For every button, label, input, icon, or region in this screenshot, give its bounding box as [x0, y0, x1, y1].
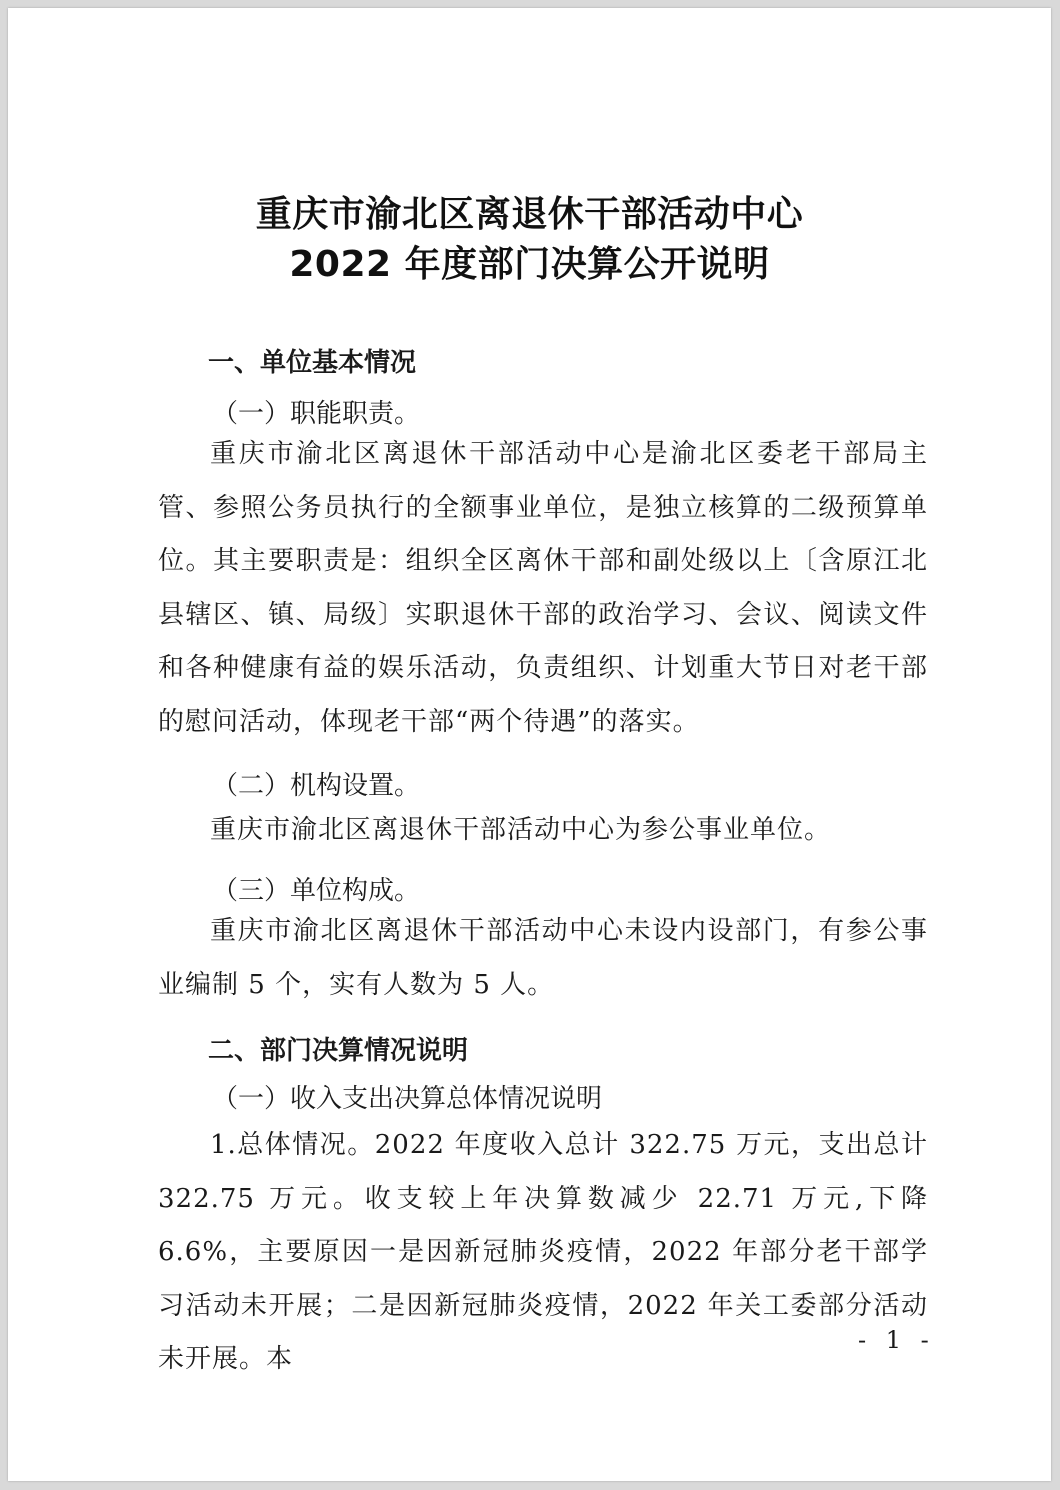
section1-sub2-heading: （二）机构设置。 [212, 771, 421, 801]
section1-sub1-heading: （一）职能职责。 [212, 399, 421, 429]
section2-sub1-text: 1.总体情况。2022 年度收入总计 322.75 万元，支出总计 322.75 万元。收支较上年决算数减少 22.71 万元,下降 6.6%，主要原因一是因新冠肺炎疫情，2022 年部分老干部学习活动未开展；二是因新冠肺炎疫情，2022 年关工委部分活动未开展。本 [158, 1130, 928, 1374]
document-title-line1: 重庆市渝北区离退休干部活动中心 [255, 194, 804, 235]
section1-sub3-heading: （三）单位构成。 [212, 876, 421, 906]
section2-sub1-heading: （一）收入支出决算总体情况说明 [212, 1084, 603, 1114]
document-page [8, 8, 1051, 1481]
section1-sub3-text: 重庆市渝北区离退休干部活动中心未设内设部门，有参公事业编制 5 个，实有人数为 5 人。 [158, 916, 928, 1000]
section2-heading: 二、部门决算情况说明 [208, 1036, 469, 1066]
section1-sub1-text: 重庆市渝北区离退休干部活动中心是渝北区委老干部局主管、参照公务员执行的全额事业单位，是独立核算的二级预算单位。其主要职责是：组织全区离休干部和副处级以上〔含原江北县辖区、镇、局级〕实职退休干部的政治学习、会议、阅读文件和各种健康有益的娱乐活动，负责组织、计划重大节日对老干部的慰问活动，体现老干部“两个待遇”的落实。 [158, 439, 928, 737]
section1-heading: 一、单位基本情况 [208, 348, 417, 378]
document-title-line2: 2022 年度部门决算公开说明 [289, 244, 770, 285]
section1-sub2-text: 重庆市渝北区离退休干部活动中心为参公事业单位。 [210, 815, 832, 845]
page-number: - 1 - [858, 1326, 935, 1354]
